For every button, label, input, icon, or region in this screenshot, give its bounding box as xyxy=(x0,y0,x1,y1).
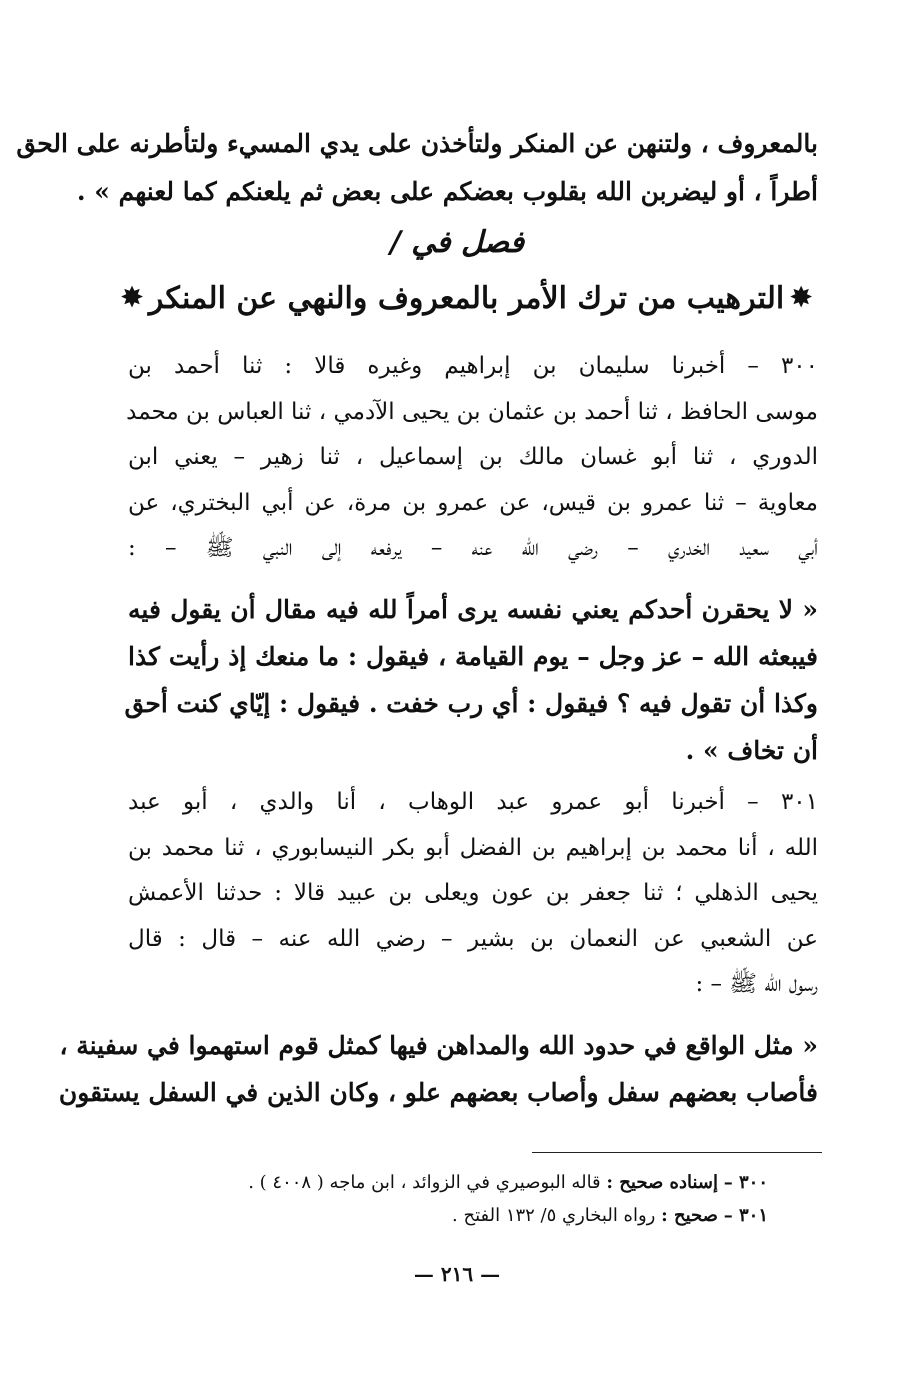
isnad-line: عن الشعبي عن النعمان بن بشير – رضي الله عنه – قال : قال xyxy=(128,925,818,952)
intro-line: أطراً ، أو ليضربن الله بقلوب بعضكم على بعض ثم يلعنكم كما لعنهم » . xyxy=(76,177,818,206)
isnad-line: معاوية – ثنا عمرو بن قيس، عن عمرو بن مرة، عن أبي البختري، عن xyxy=(128,489,818,516)
hadith-line: أن تخاف » . xyxy=(685,736,818,765)
hadith-301-text xyxy=(58,1022,818,1116)
footnote-text: رواه البخاري ٥/ ١٣٢ الفتح . xyxy=(452,1205,656,1226)
footnote-divider xyxy=(532,1152,822,1153)
isnad-line: يحيى الذهلي ؛ ثنا جعفر بن عون ويعلى بن عبيد قالا : حدثنا الأعمش xyxy=(128,880,818,906)
hadith-line: وكذا أن تقول فيه ؟ فيقول : أي رب خفت . فيقول : إيّاي كنت أحق xyxy=(124,689,818,718)
footnote-label: إسناده صحيح : xyxy=(606,1172,718,1193)
hadith-line: فأصاب بعضهم سفل وأصاب بعضهم علو ، وكان الذين في السفل يستقون xyxy=(58,1078,818,1107)
star-ornament-icon: ✸ xyxy=(121,283,143,313)
footnote-number: ٣٠٠ – xyxy=(723,1172,768,1193)
section-heading: فصل في / xyxy=(389,225,525,260)
footnote-label: صحيح : xyxy=(661,1205,718,1226)
intro-paragraph xyxy=(16,120,818,216)
hadith-300-text xyxy=(124,586,818,774)
hadith-301-isnad xyxy=(128,780,818,1008)
isnad-line: الله ، أنا محمد بن إبراهيم بن الفضل أبو بكر النيسابوري ، ثنا محمد بن xyxy=(128,834,818,861)
hadith-line: فيبعثه الله – عز وجل – يوم القيامة ، فيقول : ما منعك إذ رأيت كذا xyxy=(128,642,818,671)
hadith-line: « لا يحقرن أحدكم يعني نفسه يرى أمراً لله فيه مقال أن يقول فيه xyxy=(128,595,818,624)
page-number: — ٢١٦ — xyxy=(413,1262,501,1286)
isnad-line: رسول الله ﷺ – : xyxy=(695,971,818,997)
section-title-text: الترهيب من ترك الأمر بالمعروف والنهي عن المنكر xyxy=(148,281,785,316)
footnote-300 xyxy=(128,1166,768,1199)
hadith-line: « مثل الواقع في حدود الله والمداهن فيها كمثل قوم استهموا في سفينة ، xyxy=(59,1031,818,1060)
footnote-text: قاله البوصيري في الزوائد ، ابن ماجه ( ٤٠٠٨ ) . xyxy=(248,1172,601,1193)
footnotes xyxy=(128,1166,768,1232)
intro-line: بالمعروف ، ولتنهن عن المنكر ولتأخذن على يدي المسيء ولتأطرنه على الحق xyxy=(16,129,818,158)
isnad-line: أبي سعيد الخدري – رضي الله عنه – يرفعه إلى النبي ﷺ – : xyxy=(128,535,818,561)
star-ornament-icon: ✸ xyxy=(790,283,812,313)
isnad-line: الدوري ، ثنا أبو غسان مالك بن إسماعيل ، ثنا زهير – يعني ابن xyxy=(128,444,818,470)
hadith-300-isnad xyxy=(128,344,818,572)
section-title xyxy=(121,274,818,323)
isnad-line: ٣٠٠ – أخبرنا سليمان بن إبراهيم وغيره قالا : ثنا أحمد بن xyxy=(128,353,818,379)
footnote-301 xyxy=(128,1199,768,1232)
footnote-number: ٣٠١ – xyxy=(723,1205,768,1226)
isnad-line: موسى الحافظ ، ثنا أحمد بن عثمان بن يحيى الآدمي ، ثنا العباس بن محمد xyxy=(126,398,818,425)
isnad-line: ٣٠١ – أخبرنا أبو عمرو عبد الوهاب ، أنا والدي ، أبو عبد xyxy=(128,789,818,815)
